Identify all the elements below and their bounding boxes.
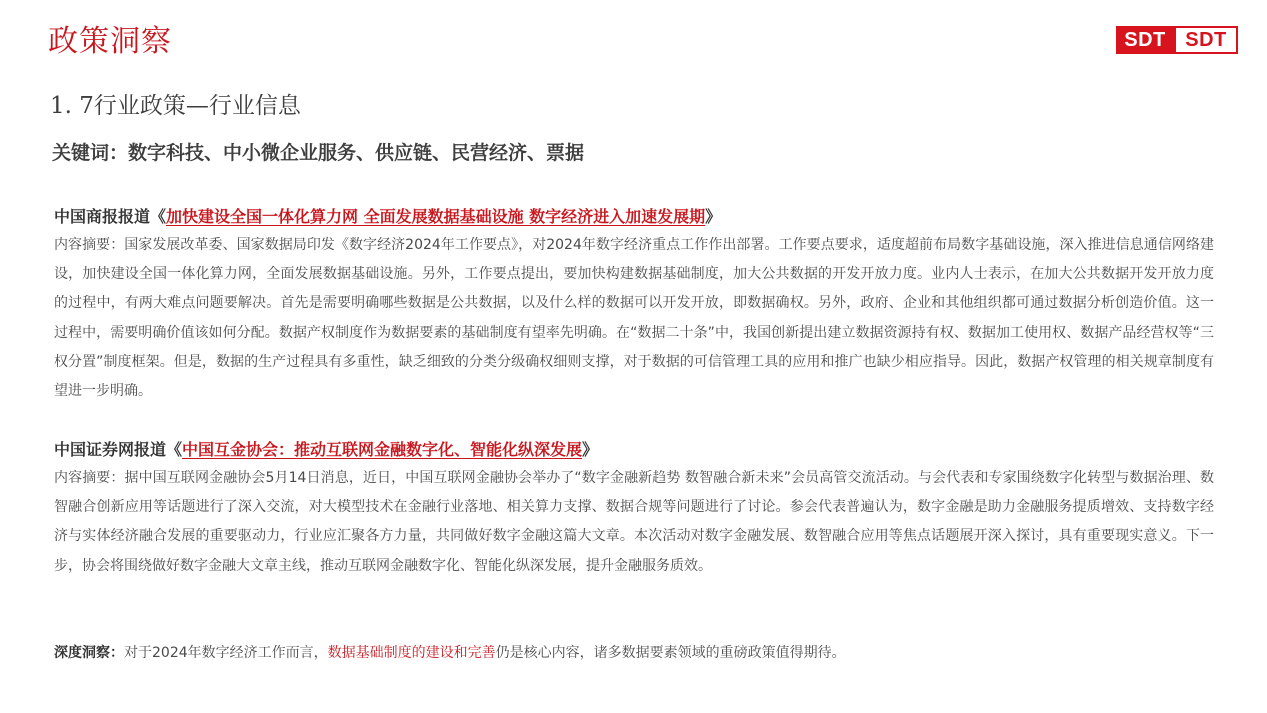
article-summary: 内容摘要：据中国互联网金融协会5月14日消息，近日，中国互联网金融协会举办了“数字金融新趋势 数智融合新未来”会员高管交流活动。与会代表和专家围绕数字化转型与数据治理、数智融合创新应用等话题进行了深入交流，对大模型技术在金融行业落地、相关算力支撑、数据合规等问题进行了讨论。参会代表普遍认为，数字金融是助力金融服务提质增效、支持数字经济与实体经济融合发展的重要驱动力，行业应汇聚各方力量，共同做好数字金融这篇大文章。本次活动对数字金融发展、数智融合应用等焦点话题展开深入探讨，具有重要现实意义。下一步，协会将围绕做好数字金融大文章主线，推动互联网金融数字化、智能化纵深发展，提升金融服务质效。 (54, 470, 1214, 574)
logo-filled-part: SDT (1116, 26, 1174, 54)
insight-text-before: 对于2024年数字经济工作而言， (124, 645, 328, 661)
page-title: 政策洞察 (48, 24, 172, 59)
sdt-logo (1116, 26, 1238, 54)
article-source: 中国商报报道《 (54, 207, 167, 226)
article-link[interactable]: 加快建设全国一体化算力网 全面发展数据基础设施 数字经济进入加速发展期 (166, 207, 706, 226)
section-title: 1. 7行业政策—行业信息 (50, 93, 301, 119)
article-headline (54, 204, 1214, 230)
keywords-line: 关键词：数字科技、中小微企业服务、供应链、民营经济、票据 (52, 142, 585, 164)
article-headline-close: 》 (705, 207, 722, 226)
insight-text-after: 仍是核心内容，诸多数据要素领域的重磅政策值得期待。 (495, 645, 846, 661)
insight-label: 深度洞察： (54, 645, 124, 661)
insight-highlight: 数据基础制度的建设和完善 (327, 645, 496, 661)
article-source: 中国证券网报道《 (54, 440, 183, 459)
article-summary: 内容摘要：国家发展改革委、国家数据局印发《数字经济2024年工作要点》，对2024年数字经济重点工作作出部署。工作要点要求，适度超前布局数字基础设施，深入推进信息通信网络建设，加快建设全国一体化算力网，全面发展数据基础设施。另外，工作要点提出，要加快构建数据基础制度，加大公共数据的开发开放力度。业内人士表示，在加大公共数据开发开放力度的过程中，有两大难点问题要解决。首先是需要明确哪些数据是公共数据，以及什么样的数据可以开发开放，即数据确权。另外，政府、企业和其他组织都可通过数据分析创造价值。这一过程中，需要明确价值该如何分配。数据产权制度作为数据要素的基础制度有望率先明确。在“数据二十条”中，我国创新提出建立数据资源持有权、数据加工使用权、数据产品经营权等“三权分置”制度框架。但是，数据的生产过程具有多重性，缺乏细致的分类分级确权细则支撑，对于数据的可信管理工具的应用和推广也缺少相应指导。因此，数据产权管理的相关规章制度有望进一步明确。 (54, 237, 1214, 400)
article-headline (54, 437, 1214, 463)
article-headline-close: 》 (582, 440, 599, 459)
logo-outlined-part: SDT (1174, 26, 1238, 54)
deep-insight (54, 640, 1214, 666)
article-commerce-news (54, 204, 1214, 406)
article-securities-news (54, 437, 1214, 581)
article-link[interactable]: 中国互金协会：推动互联网金融数字化、智能化纵深发展 (182, 440, 583, 459)
